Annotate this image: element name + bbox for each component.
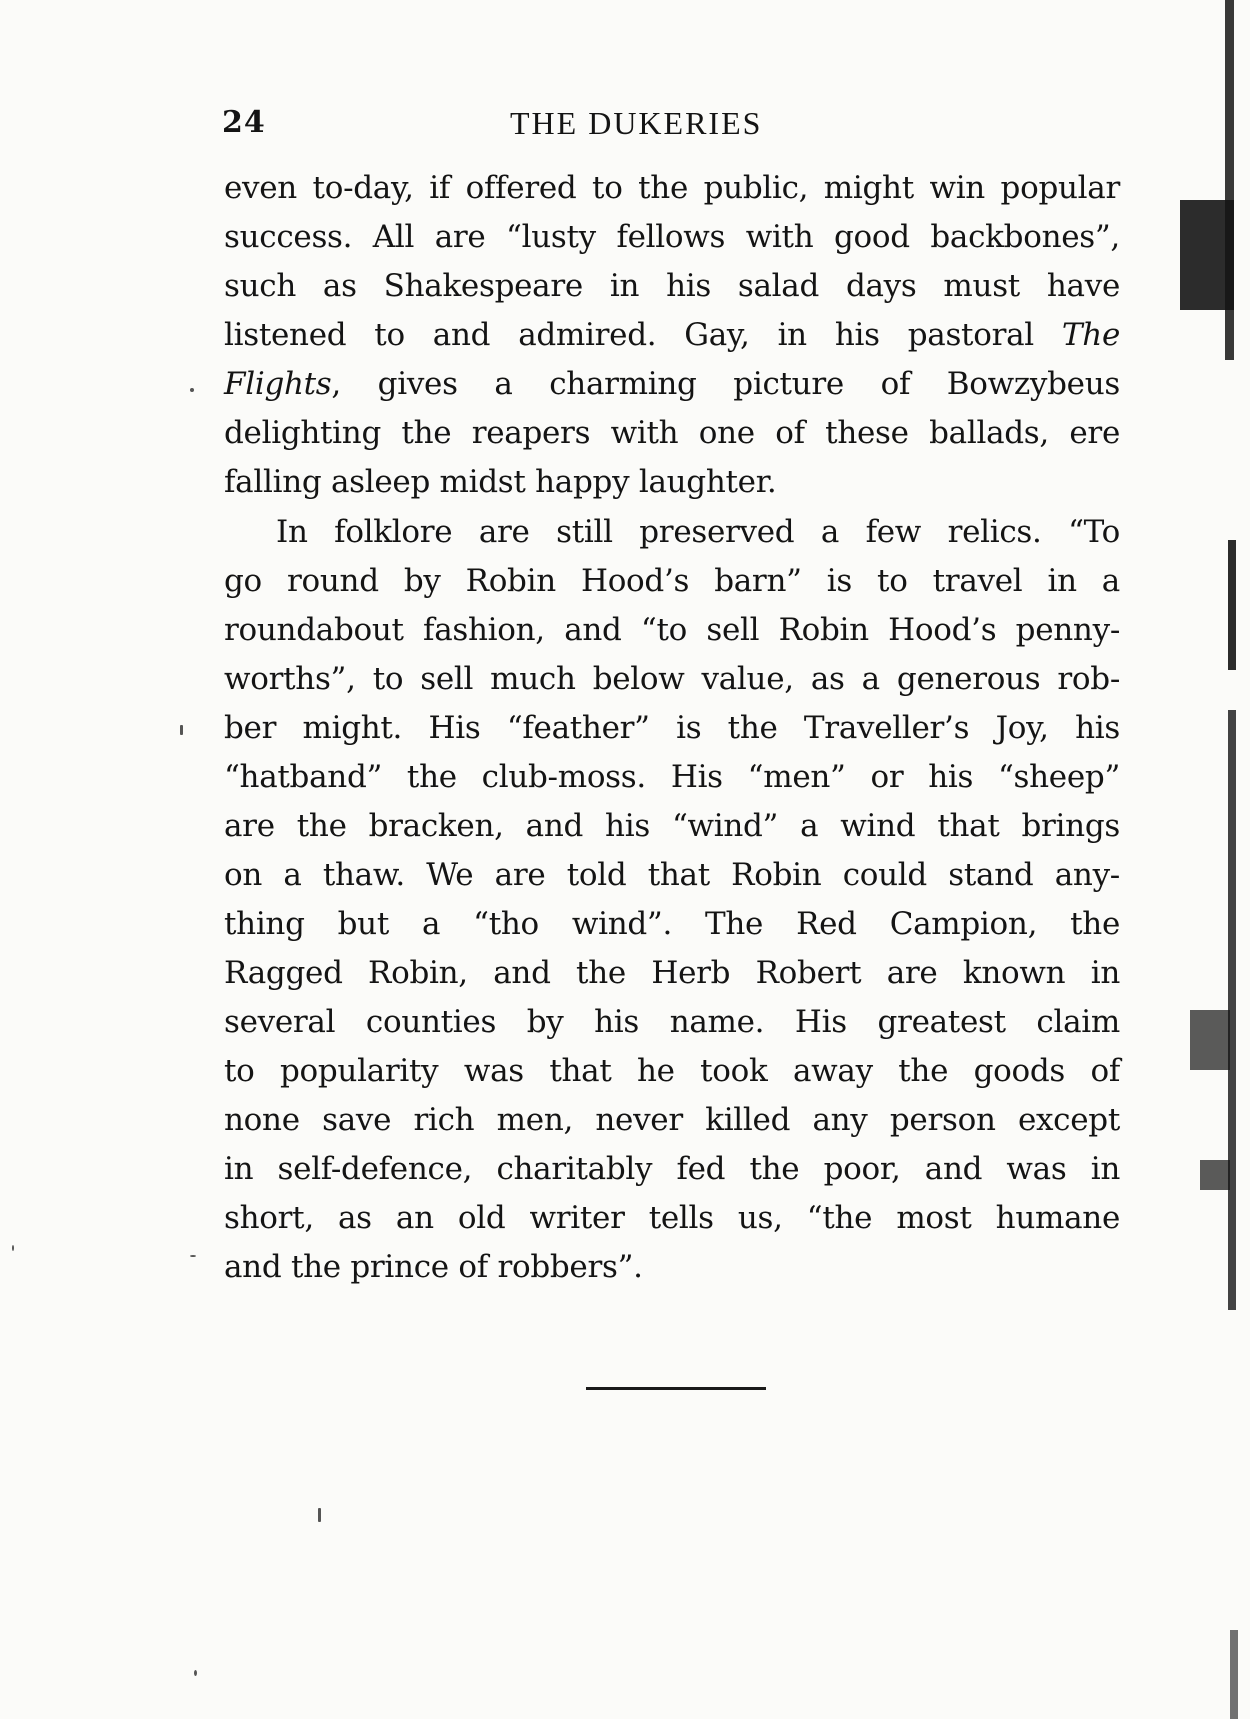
text-line: In folklore are still preserved a few relics. “To [276, 514, 1120, 550]
text-line: ber might. His “feather” is the Traveller’s Joy, his [224, 710, 1120, 746]
scan-edge-shadow [1228, 540, 1236, 670]
text-line: Flights, gives a charming picture of Bowzybeus [224, 366, 1120, 402]
text-line: in self-defence, charitably fed the poor, and was in [224, 1151, 1120, 1187]
page-number: 24 [222, 105, 266, 140]
scan-speck [12, 1245, 14, 1251]
text-line: short, as an old writer tells us, “the most humane [224, 1200, 1120, 1236]
scan-speck [190, 388, 194, 392]
text-line: thing but a “tho wind”. The Red Campion, the [224, 906, 1120, 942]
scan-speck [180, 725, 183, 735]
scan-edge-shadow [1190, 1010, 1230, 1070]
text-line: falling asleep midst happy laughter. [224, 464, 777, 500]
text-line: Ragged Robin, and the Herb Robert are known in [224, 955, 1120, 991]
scan-edge-shadow [1180, 200, 1234, 310]
text-line: listened to and admired. Gay, in his pastoral The [224, 317, 1120, 353]
scan-speck [194, 1670, 197, 1676]
running-head: THE DUKERIES [510, 105, 763, 141]
text-line: delighting the reapers with one of these ballads, ere [224, 415, 1120, 451]
text-line: roundabout fashion, and “to sell Robin Hood’s penny- [224, 612, 1120, 648]
text-line: to popularity was that he took away the goods of [224, 1053, 1120, 1089]
scan-speck [318, 1508, 321, 1522]
book-title-italic: The [1061, 317, 1120, 353]
text-line: on a thaw. We are told that Robin could stand any- [224, 857, 1120, 893]
text-line: and the prince of robbers”. [224, 1249, 643, 1285]
text-line: worths”, to sell much below value, as a generous rob- [224, 661, 1120, 697]
scan-edge-shadow [1200, 1160, 1230, 1190]
text-line: success. All are “lusty fellows with good backbones”, [224, 219, 1120, 255]
scan-speck [190, 1255, 196, 1257]
scan-edge-shadow [1230, 1630, 1238, 1719]
section-end-rule [586, 1387, 766, 1390]
text-line: “hatband” the club-moss. His “men” or his “sheep” [224, 759, 1120, 795]
book-title-italic: Flights [224, 366, 332, 402]
text-line: several counties by his name. His greatest claim [224, 1004, 1120, 1040]
text-line: are the bracken, and his “wind” a wind that brings [224, 808, 1120, 844]
text-line: none save rich men, never killed any person except [224, 1102, 1120, 1138]
text-line: even to-day, if offered to the public, might win popular [224, 170, 1120, 206]
text-line: go round by Robin Hood’s barn” is to travel in a [224, 563, 1120, 599]
text-line: such as Shakespeare in his salad days must have [224, 268, 1120, 304]
